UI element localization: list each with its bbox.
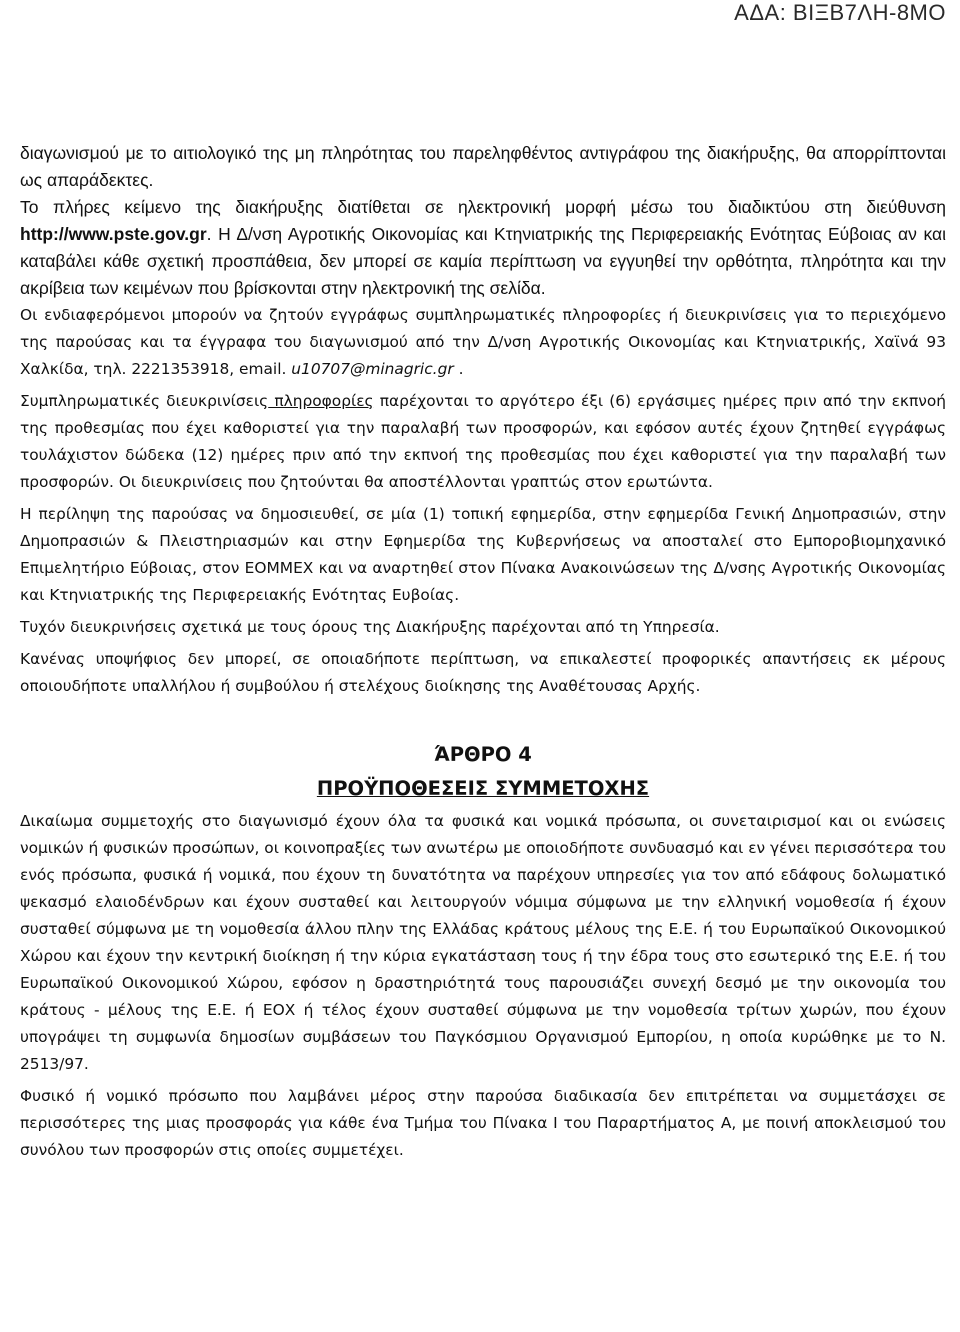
email-link[interactable]: u10707@minagric.gr — [291, 360, 454, 378]
paragraph-eligibility: Δικαίωμα συμμετοχής στο διαγωνισμό έχουν όλα τα φυσικά και νομικά πρόσωπα, οι συνεταιρισμοί και οι ενώσεις νομικών ή φυσικών προσώπων, οι κοινοπραξίες των ανωτέρω με οποιοδήποτε συνδυασμό και εν γένει περισσότερα του ενός πρόσωπα, φυσικά ή νομικά, που έχουν τη δυνατότητα να παρέχουν υπηρεσίες για τον από εδάφους δολωματικό ψεκασμό ελαιοδένδρων και έχουν συσταθεί και λειτουργούν νόμιμα σύμφωνα με την ελληνική νομοθεσία ή έχουν συσταθεί σύμφωνα με τη νομοθεσία άλλου πλην της Ελλάδας κράτους μέλους της Ε.Ε. ή του Ευρωπαϊκού Οικονομικού Χώρου και έχουν την κεντρική διοίκηση ή την κύρια εγκατάσταση τους ή την έδρα τους στο εσωτερικό της Ε.Ε. ή του Ευρωπαϊκού Οικονομικού Χώρου, εφόσον η δραστηριότητά τους παρουσιάζει συνεχή δεσμό με την οικονομία του κράτους - μέλους της Ε.Ε. ή ΕΟΧ ή τέλος έχουν συσταθεί σύμφωνα με την νομοθεσία τρίτων χωρών, που έχουν υπογράψει τη συμφωνία δημοσίων συμβάσεων του Παγκόσμιου Οργανισμού Εμπορίου, η οποία κυρώθηκε με το Ν. 2513/97. — [20, 812, 946, 1073]
document-body — [20, 140, 946, 1164]
paragraph-text: Συμπληρωματικές διευκρινίσεις — [20, 392, 269, 410]
paragraph-inquiries — [20, 302, 946, 383]
paragraph-clarifications — [20, 388, 946, 496]
paragraph-text: . — [453, 360, 464, 378]
article-number: ΆΡΘΡΟ 4 — [434, 743, 532, 766]
paragraph-publication: Η περίληψη της παρούσας να δημοσιευθεί, σε μία (1) τοπική εφημερίδα, στην εφημερίδα Γενική Δημοπρασιών, στην Δημοπρασιών & Πλειστηριασμών και στην Εφημερίδα της Κυβερνήσεως να αποσταλεί στο Εμποροβιομηχανικό Επιμελητήριο Εύβοιας, στον ΕΟΜΜΕΧ και να αναρτηθεί στον Πίνακα Ανακοινώσεων της Δ/νσης Αγροτικής Οικονομίας και Κτηνιατρικής της Περιφερειακής Ενότητας Ευβοίας. — [20, 505, 946, 604]
website-link[interactable]: http://www.pste.gov.gr — [20, 224, 207, 244]
paragraph-oral-answers: Κανένας υποψήφιος δεν μπορεί, σε οποιαδήποτε περίπτωση, να επικαλεστεί προφορικές απαντήσεις εκ μέρους οποιουδήποτε υπαλλήλου ή συμβούλου ή στελέχους διοίκησης της Αναθέτουσας Αρχής. — [20, 650, 946, 695]
paragraph-text: παρέχονται το αργότερο έξι (6) εργάσιμες ημέρες πριν από την εκπνοή της προθεσμίας που έχει καθοριστεί για την παραλαβή των προσφορών, και εφόσον αυτές έχουν ζητηθεί εγγράφως τουλάχιστον δώδεκα (12) ημέρες πριν από την εκπνοή της προθεσμίας που έχει καθοριστεί για την παραλαβή των προσφορών. Οι διευκρινίσεις που ζητούνται θα αποστέλλονται γραπτώς στον ερωτώντα. — [20, 392, 947, 491]
paragraph-text: διαγωνισμού με το αιτιολογικό της μη πληρότητας του παρεληφθέντος αντιγράφου της διακήρυξης, θα απορρίπτονται ως απαράδεκτες. — [20, 143, 946, 190]
paragraph-text: . Η Δ/νση Αγροτικής Οικονομίας και Κτηνιατρικής της Περιφερειακής Ενότητας Εύβοιας αν και καταβάλει κάθε σχετική προσπάθεια, δεν μπορεί σε καμία περίπτωση να εγγυηθεί την ορθότητα, πληρότητα και την ακρίβεια των κειμένων που βρίσκονται στην ηλεκτρονική της σελίδα. — [20, 224, 946, 298]
paragraph-disqualification — [20, 140, 946, 302]
article-title: ΠΡΟΫΠΟΘΕΣΕΙΣ ΣΥΜΜΕΤΟΧΗΣ — [316, 777, 650, 800]
underlined-text: πληροφορίες — [268, 392, 374, 410]
paragraph-text: Το πλήρες κείμενο της διακήρυξης διατίθεται σε ηλεκτρονική μορφή μέσω του διαδικτύου στη διεύθυνση — [20, 197, 946, 217]
paragraph-single-offer: Φυσικό ή νομικό πρόσωπο που λαμβάνει μέρος στην παρούσα διαδικασία δεν επιτρέπεται να συμμετάσχει σε περισσότερες της μιας προσφοράς για κάθε ένα Τμήμα του Πίνακα Ι του Παραρτήματος Α, με ποινή αποκλεισμού του συνόλου των προσφορών στις οποίες συμμετέχει. — [20, 1087, 946, 1159]
ada-code: ΑΔΑ: ΒΙΞΒ7ΛΗ-8ΜΟ — [734, 0, 946, 25]
paragraph-text: Οι ενδιαφερόμενοι μπορούν να ζητούν εγγράφως συμπληρωματικές πληροφορίες ή διευκρινίσεις για το περιεχόμενο της παρούσας και τα έγγραφα του διαγωνισμού από την Δ/νση Αγροτικής Οικονομίας και Κτηνιατρικής, Χαϊνά 93 Χαλκίδα, τηλ. 2221353918, email. — [20, 306, 946, 378]
paragraph-terms-clarification: Τυχόν διευκρινήσεις σχετικά με τους όρους της Διακήρυξης παρέχονται από τη Υπηρεσία. — [20, 618, 720, 636]
